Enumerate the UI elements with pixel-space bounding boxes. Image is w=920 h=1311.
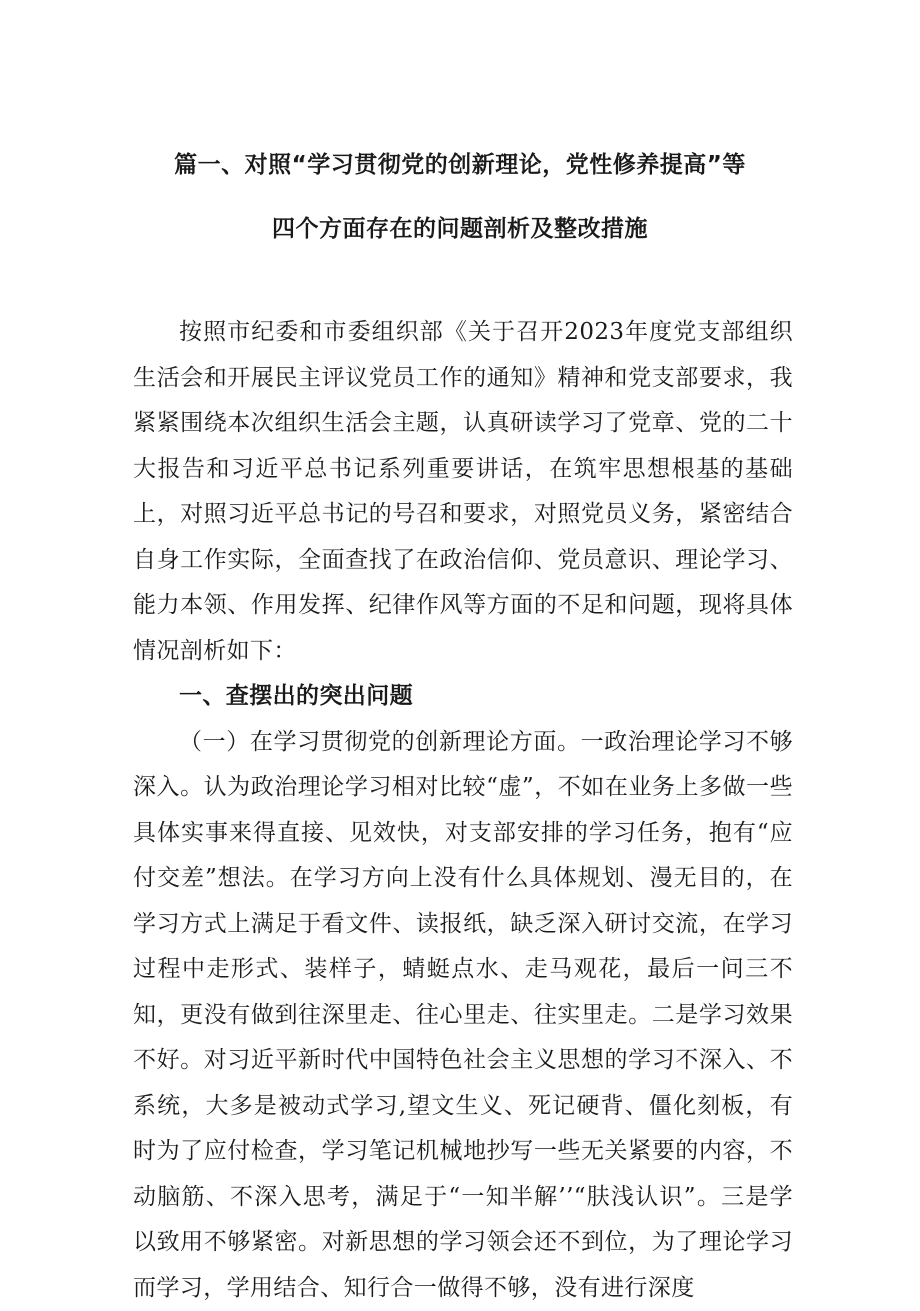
section-heading: 一、查摆出的突出问题 [133,674,793,720]
intro-paragraph: 按照市纪委和市委组织部《关于召开2023年度党支部组织生活会和开展民主评议党员工作的通知》精神和党支部要求，我紧紧围绕本次组织生活会主题，认真研读学习了党章、党的二十大报告和习近平总书记系列重要讲话，在筑牢思想根基的基础上，对照习近平总书记的号召和要求，对照党员义务，紧密结合自身工作实际，全面查找了在政治信仰、党员意识、理论学习、能力本领、作用发挥、纪律作风等方面的不足和问题，现将具体情况剖析如下： [133,310,793,674]
section-paragraph: （一）在学习贯彻党的创新理论方面。一政治理论学习不够深入。认为政治理论学习相对比较“虚”，不如在业务上多做一些具体实事来得直接、见效快，对支部安排的学习任务，抱有“应付交差”想法。在学习方向上没有什么具体规划、漫无目的，在学习方式上满足于看文件、读报纸，缺乏深入研讨交流，在学习过程中走形式、装样子，蜻蜓点水、走马观花，最后一问三不知，更没有做到往深里走、往心里走、往实里走。二是学习效果不好。对习近平新时代中国特色社会主义思想的学习不深入、不系统，大多是被动式学习,望文生义、死记硬背、僵化刻板，有时为了应付检查，学习笔记机械地抄写一些无关紧要的内容，不动脑筋、不深入思考，满足于“一知半解’’“肤浅认识”。三是学以致用不够紧密。对新思想的学习领会还不到位，为了理论学习而学习，学用结合、知行合一做得不够，没有进行深度 [133,720,793,1311]
document-title-line-2: 四个方面存在的问题剖析及整改措施 [0,214,920,244]
document-title-line-1: 篇一、对照“学习贯彻党的创新理论，党性修养提高”等 [0,150,920,180]
document-body [133,310,793,1311]
